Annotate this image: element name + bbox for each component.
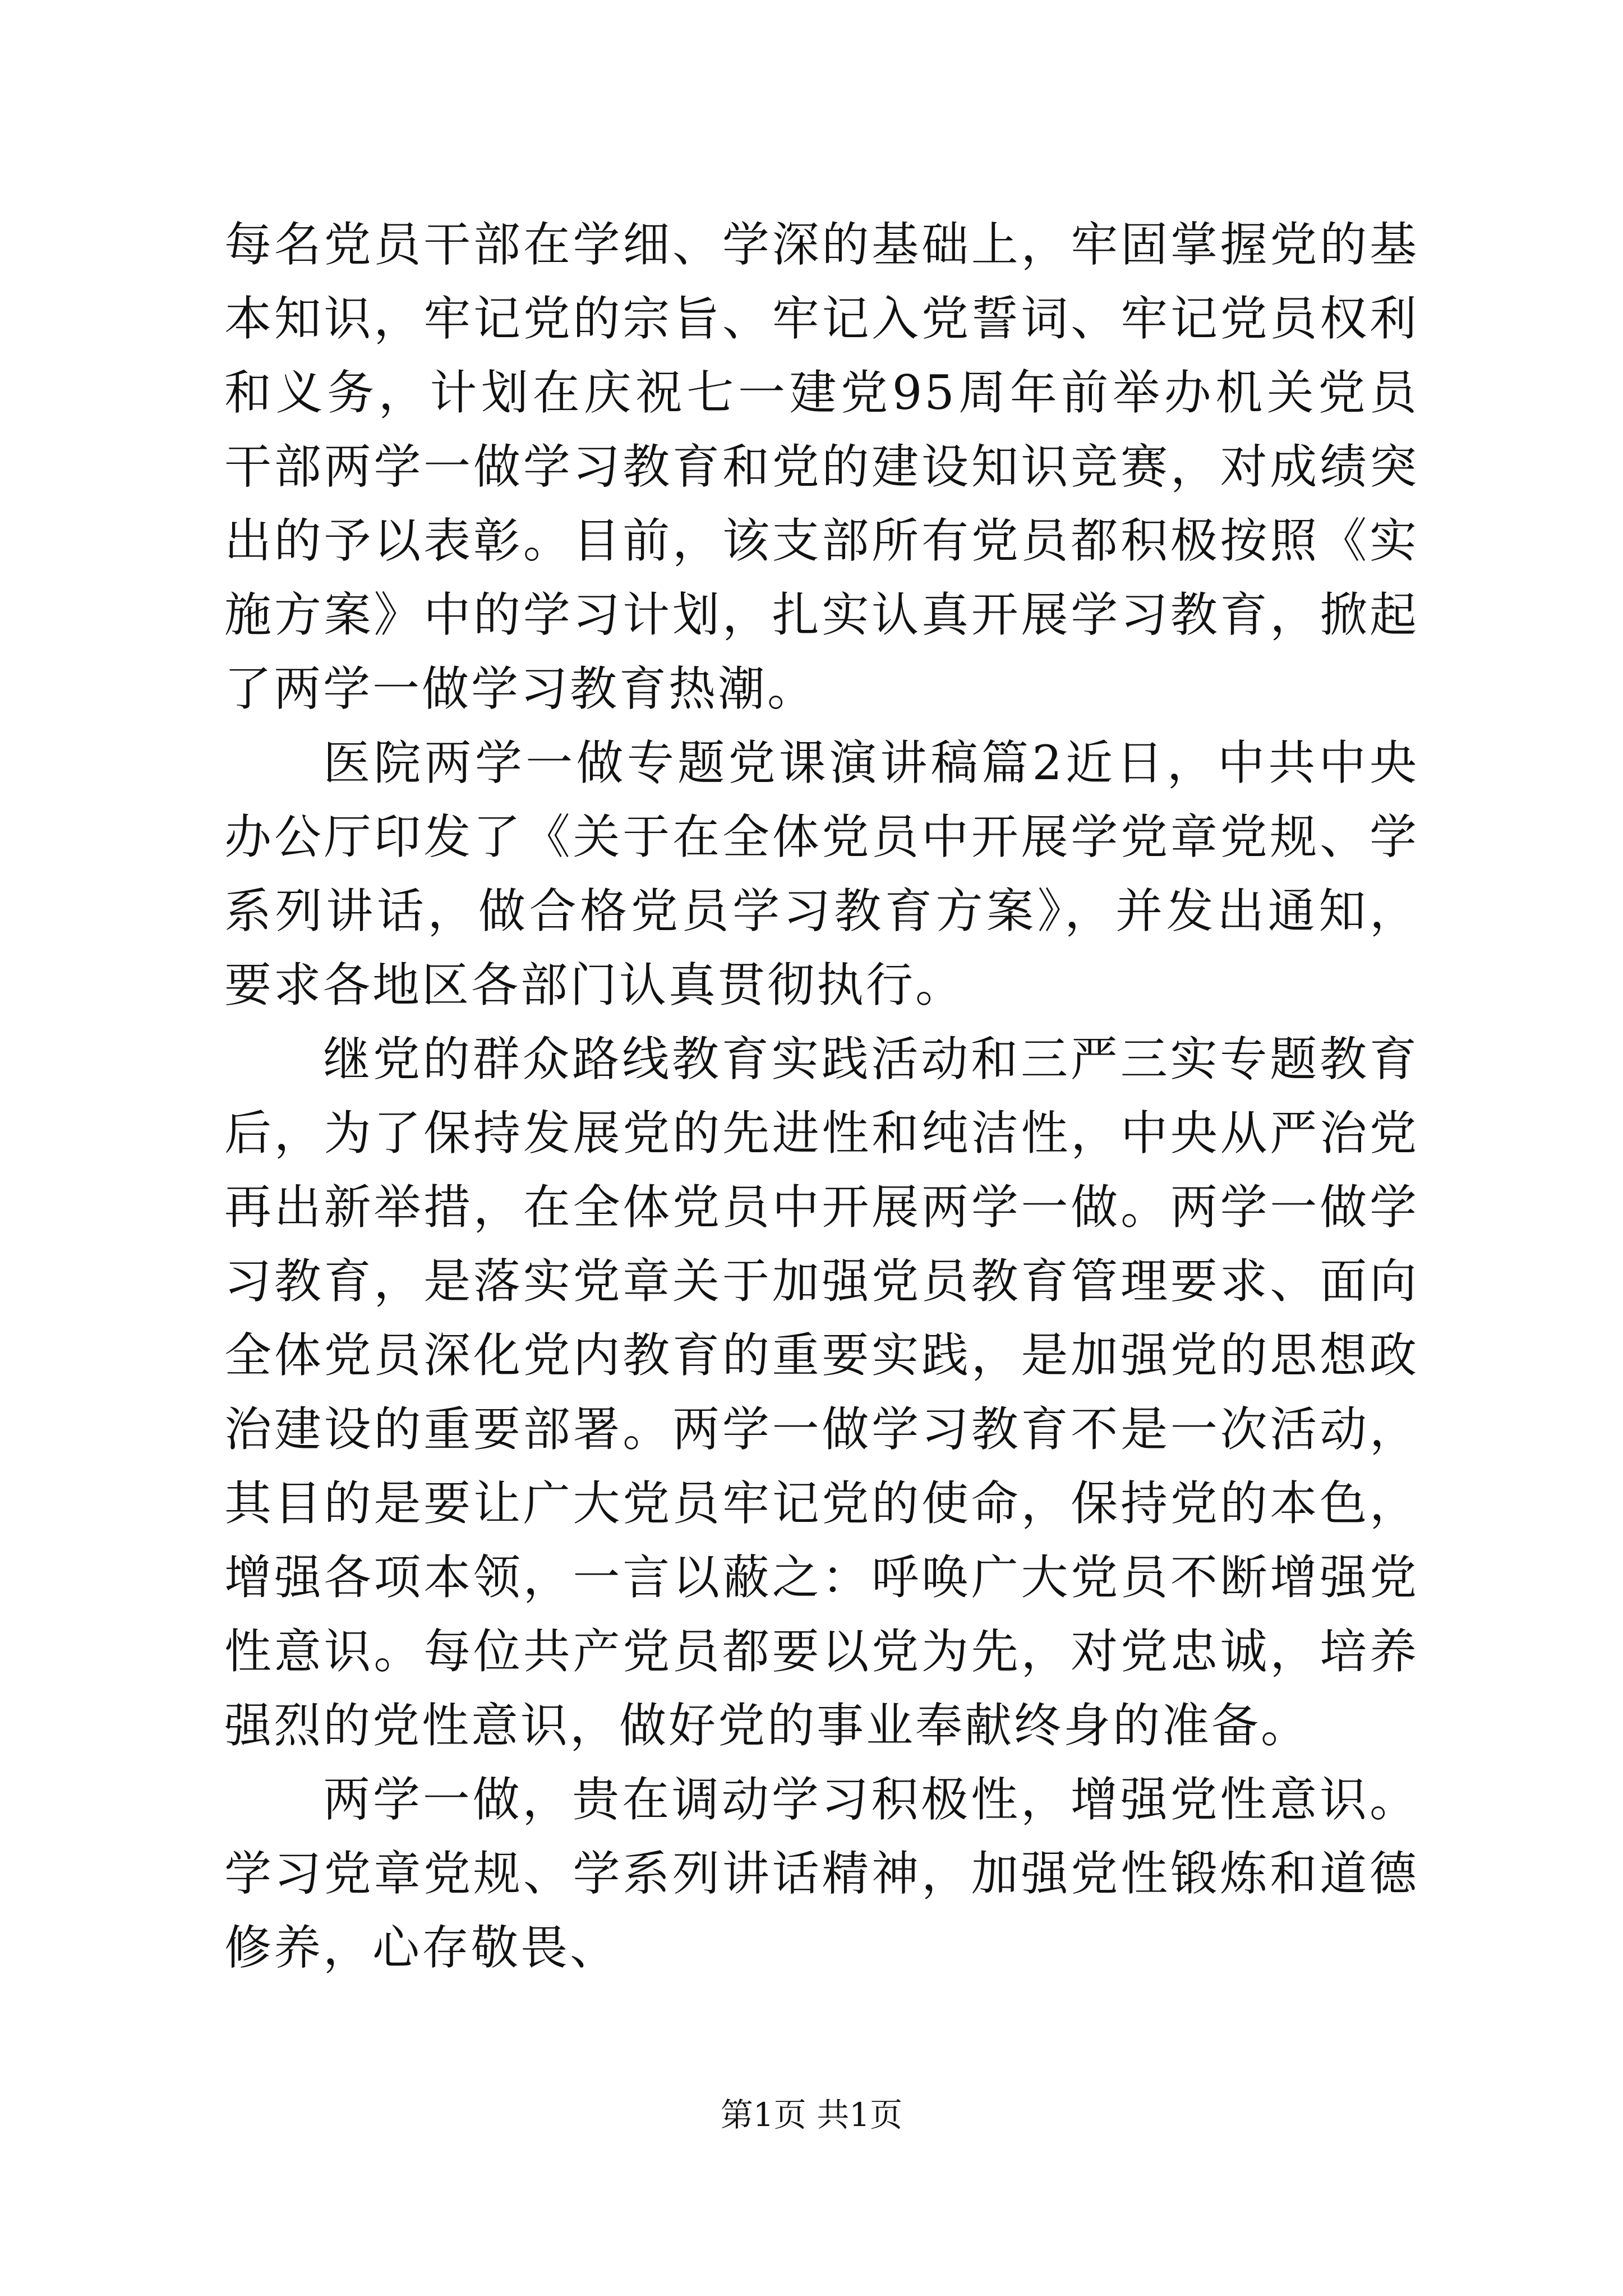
paragraph-4: 两学一做，贵在调动学习积极性，增强党性意识。学习党章党规、学系列讲话精神，加强党性锻炼和道德修养，心存敬畏、 — [224, 1772, 1419, 1975]
paragraph-2: 医院两学一做专题党课演讲稿篇2近日，中共中央办公厅印发了《关于在全体党员中开展学党章党规、学系列讲话，做合格党员学习教育方案》，并发出通知，要求各地区各部门认真贯彻执行。 — [224, 735, 1419, 1013]
paragraph-1: 每名党员干部在学细、学深的基础上，牢固掌握党的基本知识，牢记党的宗旨、牢记入党誓词、牢记党员权利和义务，计划在庆祝七一建党95周年前举办机关党员干部两学一做学习教育和党的建设知识竞赛，对成绩突出的予以表彰。目前，该支部所有党员都积极按照《实施方案》中的学习计划，扎实认真开展学习教育，掀起了两学一做学习教育热潮。 — [224, 217, 1419, 716]
document-body — [224, 208, 1419, 1985]
page-footer: 第1页 共1页 — [720, 2096, 903, 2134]
paragraph-3: 继党的群众路线教育实践活动和三严三实专题教育后，为了保持发展党的先进性和纯洁性，中央从严治党再出新举措，在全体党员中开展两学一做。两学一做学习教育，是落实党章关于加强党员教育管理要求、面向全体党员深化党内教育的重要实践，是加强党的思想政治建设的重要部署。两学一做学习教育不是一次活动，其目的是要让广大党员牢记党的使命，保持党的本色，增强各项本领，一言以蔽之：呼唤广大党员不断增强党性意识。每位共产党员都要以党为先，对党忠诚，培养强烈的党性意识，做好党的事业奉献终身的准备。 — [224, 1032, 1419, 1753]
